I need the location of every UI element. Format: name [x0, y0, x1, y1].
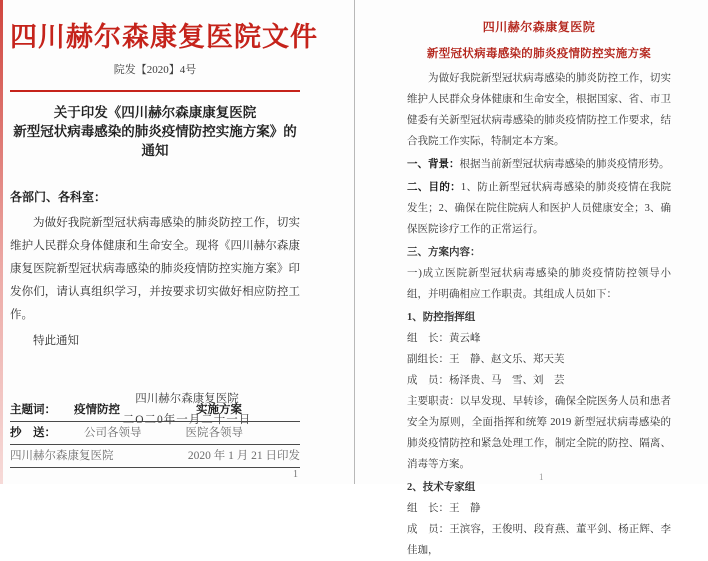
- salutation: 各部门、各科室：: [10, 190, 107, 204]
- page-number-left: 1: [293, 469, 298, 480]
- letterhead-title: 四川赫尔森康复医院文件: [10, 22, 318, 52]
- group1-leader: 组 长：黄云峰: [407, 333, 481, 344]
- group2-members: 成 员：王滨容，王俊明、段育燕、董平剑、杨正辉、李佳珈，: [407, 524, 671, 556]
- subject-row: [10, 399, 300, 422]
- section-background-label: 一、背景：: [407, 159, 460, 170]
- section-purpose-text: 1、防止新型冠状病毒感染的肺炎疫情在我院发生；2、确保在院住院病人和医护人员健康安全；3、确保医院诊疗工作的正常运行。: [407, 182, 671, 235]
- notice-title-line2: 新型冠状病毒感染的肺炎疫情防控实施方案》的通知: [13, 124, 297, 158]
- document-number: 院发【2020】4号: [113, 64, 197, 76]
- cc-term-2: 医院各领导: [185, 427, 243, 439]
- signature-date: 二O二0年一月二十一日: [122, 414, 252, 426]
- group2-heading: 2、技术专家组: [407, 482, 476, 493]
- group1-duty: 主要职责：以早发现、早转诊，确保全院医务人员和患者安全为原则，全面指挥和统筹 2019 新型冠状病毒感染的肺炎疫情防控和紧急处理工作，制定全院的防控、隔离、消毒等方案。: [407, 396, 671, 470]
- subject-term-2: 实施方案: [196, 404, 242, 416]
- page-left: [0, 0, 354, 484]
- cc-term-1: 公司各领导: [84, 427, 142, 439]
- subject-label: 主题词：: [10, 404, 56, 416]
- subject-term-1: 疫情防控: [74, 404, 120, 416]
- section-content-label: 三、方案内容：: [407, 247, 481, 258]
- group1-deputy: 副组长：王 静、赵文乐、郑天芙: [407, 354, 565, 365]
- issue-date: 2020 年 1 月 21 日印发: [187, 450, 300, 462]
- section-background-text: 根据当前新型冠状病毒感染的肺炎疫情形势。: [459, 159, 670, 170]
- section-background: [407, 154, 671, 175]
- group1-members: 成 员：杨泽贵、马 雪、刘 芸: [407, 375, 565, 386]
- notice-title: [10, 103, 300, 160]
- closing-line: 特此通知: [33, 335, 79, 347]
- page-number-right: 1: [539, 472, 544, 482]
- body-paragraph: 为做好我院新型冠状病毒感染的肺炎防控工作，切实维护人民群众身体健康和生命安全。现将《四川赫尔森康康复医院新型冠状病毒感染的肺炎疫情防控实施方案》印发你们，请认真组织学习，并按要求切实做好相应防控工作。: [10, 217, 300, 321]
- signer-name: 四川赫尔森康复医院: [135, 393, 239, 405]
- group2-leader: 组 长：王 静: [407, 503, 481, 514]
- issuer-row: [10, 445, 300, 468]
- document-footer: [10, 399, 300, 468]
- red-separator-rule: [10, 90, 300, 92]
- section-content-text: 一)成立医院新型冠状病毒感染的肺炎疫情防控领导小组，并明确相应工作职责。其组成人员如下：: [407, 268, 671, 300]
- cc-label: 抄 送：: [10, 427, 56, 439]
- cc-row: [10, 422, 300, 445]
- plan-title-line2: 新型冠状病毒感染的肺炎疫情防控实施方案: [426, 48, 652, 60]
- notice-title-line1: 关于印发《四川赫尔森康康复医院: [53, 105, 257, 120]
- page-right: [355, 0, 708, 556]
- section-purpose-label: 二、目的：: [407, 182, 461, 193]
- section-purpose: [407, 177, 671, 240]
- issuer-name: 四川赫尔森康复医院: [10, 450, 114, 462]
- plan-title-line1: 四川赫尔森康复医院: [482, 20, 596, 34]
- plan-intro-paragraph: 为做好我院新型冠状病毒感染的肺炎防控工作，切实维护人民群众身体健康和生命安全，根据国家、省、市卫健委有关新型冠状病毒感染的肺炎疫情防控工作要求，结合我院工作实际，特制定本方案。: [407, 73, 671, 147]
- group1-heading: 1、防控指挥组: [407, 312, 476, 323]
